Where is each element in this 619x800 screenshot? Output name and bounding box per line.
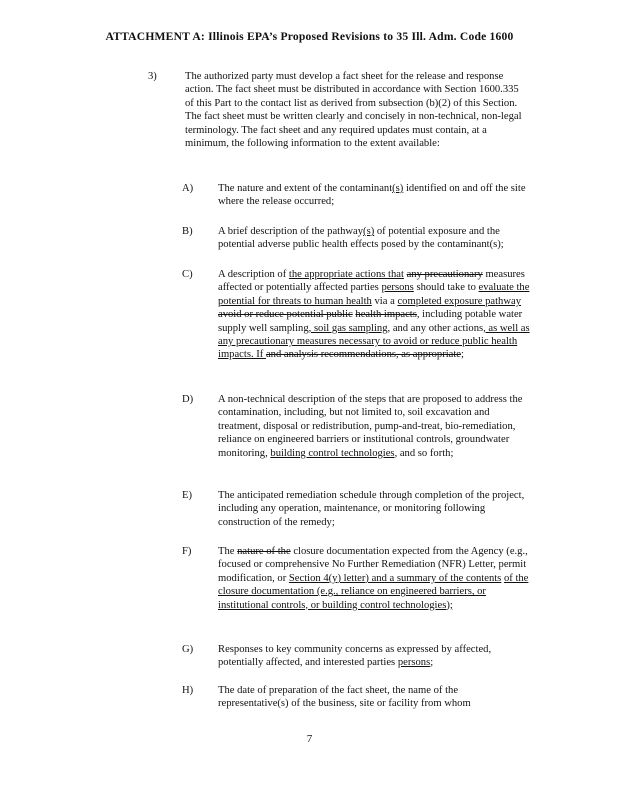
item-d-label: D) <box>182 394 194 405</box>
item-h-label: H) <box>182 685 194 696</box>
item-3-label: 3) <box>148 71 157 82</box>
item-a-label: A) <box>182 183 194 194</box>
item-e-text: The anticipated remediation schedule through completion of the project, including any operation, maintenance, or monitoring following construction of the remedy; <box>218 490 525 528</box>
item-e-label: E) <box>182 490 192 501</box>
item-c-text: A description of the appropriate actions that any precautionary measures affected or potentially affected parties persons should take to evaluate the potential for threats to human health via a completed exposure pathway avoid or reduce potential public health impacts, including potable water supply well sampling, soil gas sampling, and any other actions, as well as any precautionary measures necessary to avoid or reduce public health impacts. If and analysis recommendations, as appropriate; <box>218 269 530 361</box>
item-f-label: F) <box>182 546 192 557</box>
item-h-text: The date of preparation of the fact sheet, the name of the representative(s) of the business, site or facility from whom <box>218 685 471 710</box>
item-g-text: Responses to key community concerns as expressed by affected, potentially affected, and interested parties persons; <box>218 644 492 669</box>
item-3-text: The authorized party must develop a fact sheet for the release and response action. The fact sheet must be distributed in accordance with Section 1600.335 of this Part to the contact list as derived from subsection (b)(2) of this Section. The fact sheet must be written clearly and concisely in non-technical, non-legal terminology. The fact sheet and any required updates must contain, at a minimum, the following information to the extent available: <box>185 71 522 150</box>
item-a-text: The nature and extent of the contaminant(s) identified on and off the site where the release occurred; <box>218 183 526 208</box>
item-f-text: The nature of the closure documentation expected from the Agency (e.g., focused or comprehensive No Further Remediation (NFR) Letter, permit modification, or Section 4(y) letter) and a summary of the contents of the closure documentation (e.g., reliance on engineered barriers, or institutional controls, or building control technologies); <box>218 546 529 611</box>
page-number: 7 <box>306 733 313 745</box>
item-b-text: A brief description of the pathway(s) of potential exposure and the potential adverse public health effects posed by the contaminant(s); <box>218 226 504 251</box>
item-d-text: A non-technical description of the steps that are proposed to address the contamination, including, but not limited to, soil excavation and treatment, disposal or redistribution, pump-and-treat, bio-remediation, reliance on engineered barriers or institutional controls, groundwater monitoring, building control technologies, and so forth; <box>218 394 523 459</box>
item-c-label: C) <box>182 269 193 280</box>
item-b-label: B) <box>182 226 193 237</box>
page-header: ATTACHMENT A: Illinois EPA’s Proposed Revisions to 35 Ill. Adm. Code 1600 <box>105 30 514 43</box>
item-g-label: G) <box>182 644 194 655</box>
